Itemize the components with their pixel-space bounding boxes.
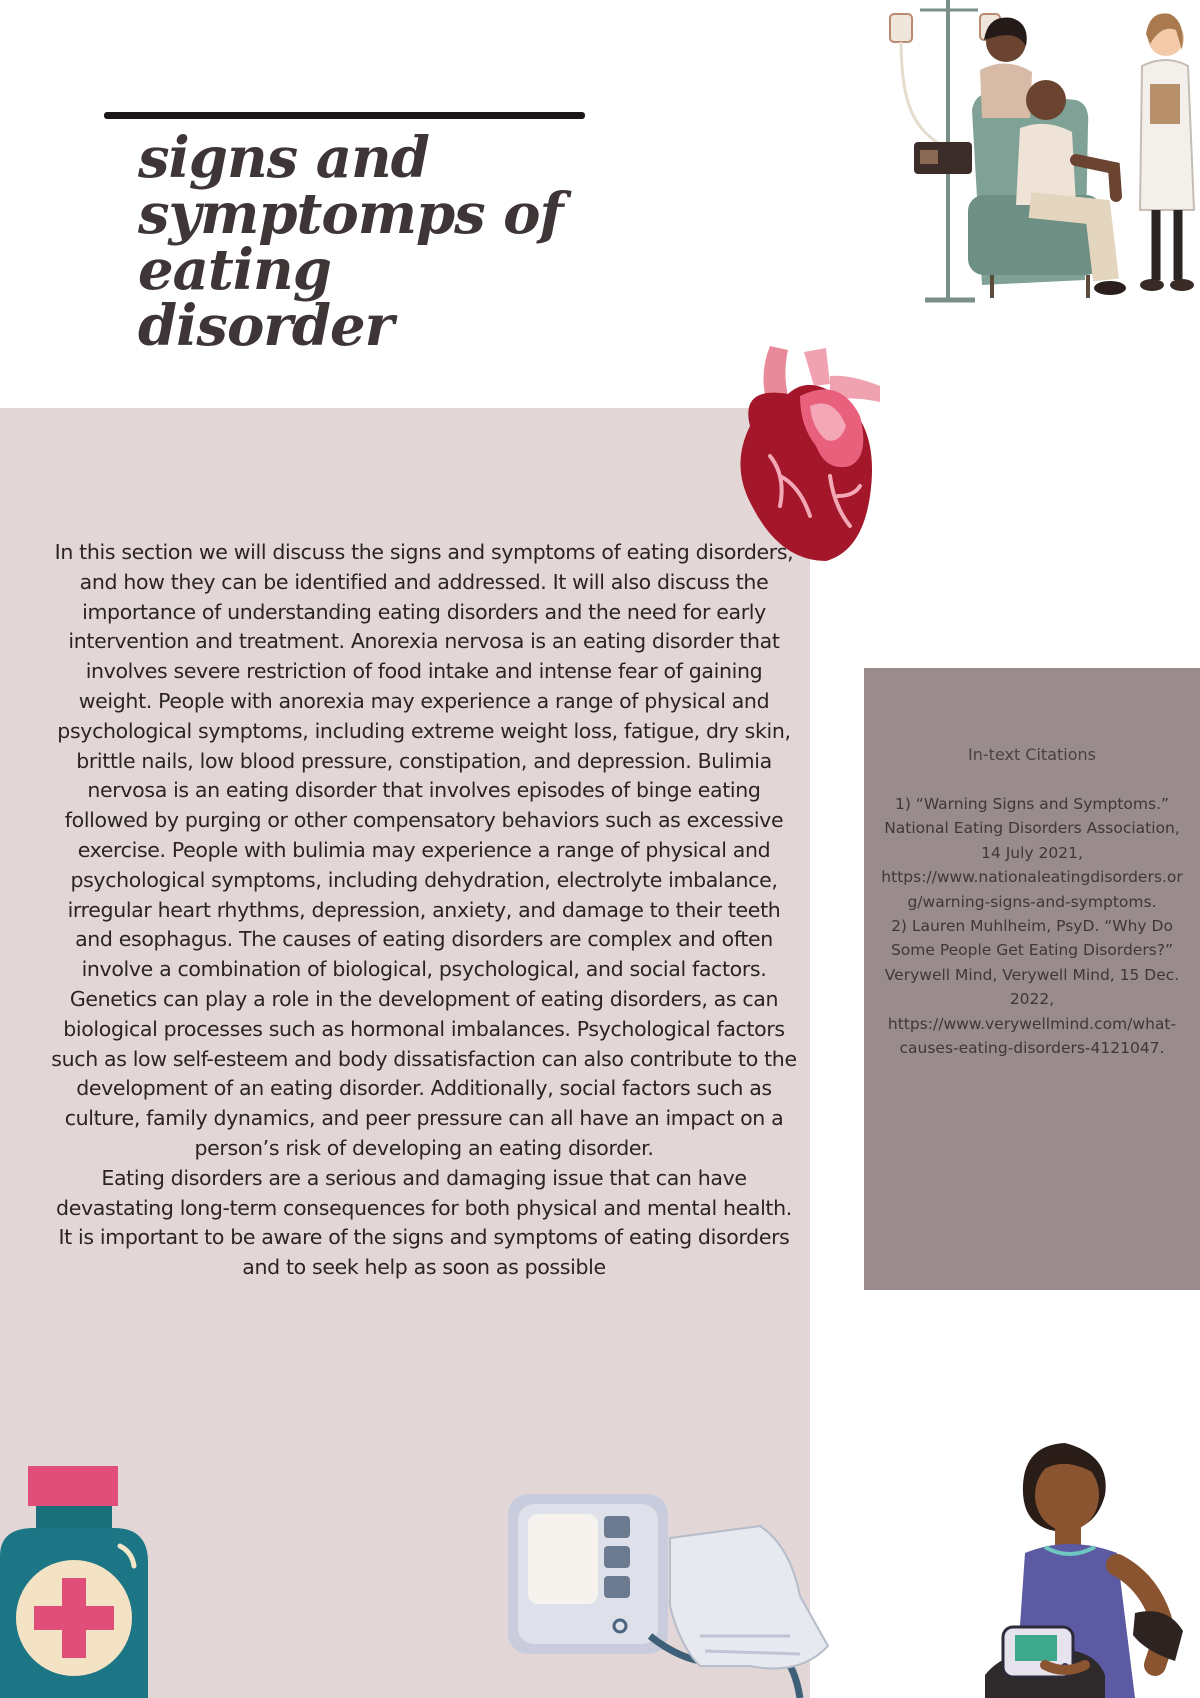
iv-drip-patient-illustration bbox=[880, 0, 1200, 320]
blood-pressure-monitor-illustration bbox=[500, 1486, 840, 1698]
medicine-bottle-illustration bbox=[0, 1466, 150, 1698]
citation-item: 1) “Warning Signs and Symptoms.” National Eating Disorders Association, 14 July 2021, https://www.nationaleatingdisorders.org/warning-signs-and-symptoms. bbox=[881, 795, 1183, 911]
citation-heading: In-text Citations bbox=[968, 745, 1096, 764]
body-paragraph: Eating disorders are a serious and damaging issue that can have devastating long-term consequences for both physical and mental health. It is important to be aware of the signs and symptoms of eating disorders and to seek help as soon as possible bbox=[56, 1165, 792, 1280]
anatomical-heart-illustration bbox=[730, 346, 890, 566]
page-title: signs and symptomps of eating disorder bbox=[138, 125, 563, 359]
body-paragraph: In this section we will discuss the signs and symptoms of eating disorders, and how they can be identified and addressed. It will also discuss the importance of understanding eating disorders and the need for early intervention and treatment. Anorexia nervosa is an eating disorder that involves severe restriction of food intake and intense fear of gaining weight. People with anorexia may experience a range of physical and psychological symptoms, including extreme weight loss, fatigue, dry skin, brittle nails, low blood pressure, constipation, and depression. Bulimia nervosa is an eating disorder that involves episodes of binge eating followed by purging or other compensatory behaviors such as excessive exercise. People with bulimia may experience a range of physical and psychological symptoms, including dehydration, electrolyte imbalance, irregular heart rhythms, depression, anxiety, and damage to their teeth and esophagus. The causes of eating disorders are complex and often involve a combination of biological, psychological, and social factors. Genetics can play a role in the development of eating disorders, as can biological processes such as hormonal imbalances. Psychological factors such as low self-esteem and body dissatisfaction can also contribute to the development of an eating disorder. Additionally, social factors such as culture, family dynamics, and peer pressure can all have an impact on a person’s risk of developing an eating disorder. bbox=[51, 540, 797, 1160]
citation-item: 2) Lauren Muhlheim, PsyD. “Why Do Some People Get Eating Disorders?” Verywell Mind, Verywell Mind, 15 Dec. 2022, https://www.verywellmind.com/what-causes-eating-disorders-4121047. bbox=[884, 917, 1180, 1058]
body-text bbox=[48, 538, 800, 1283]
title-rule bbox=[104, 112, 585, 119]
person-checking-blood-pressure-illustration bbox=[945, 1435, 1200, 1698]
citation-list bbox=[880, 792, 1184, 1060]
